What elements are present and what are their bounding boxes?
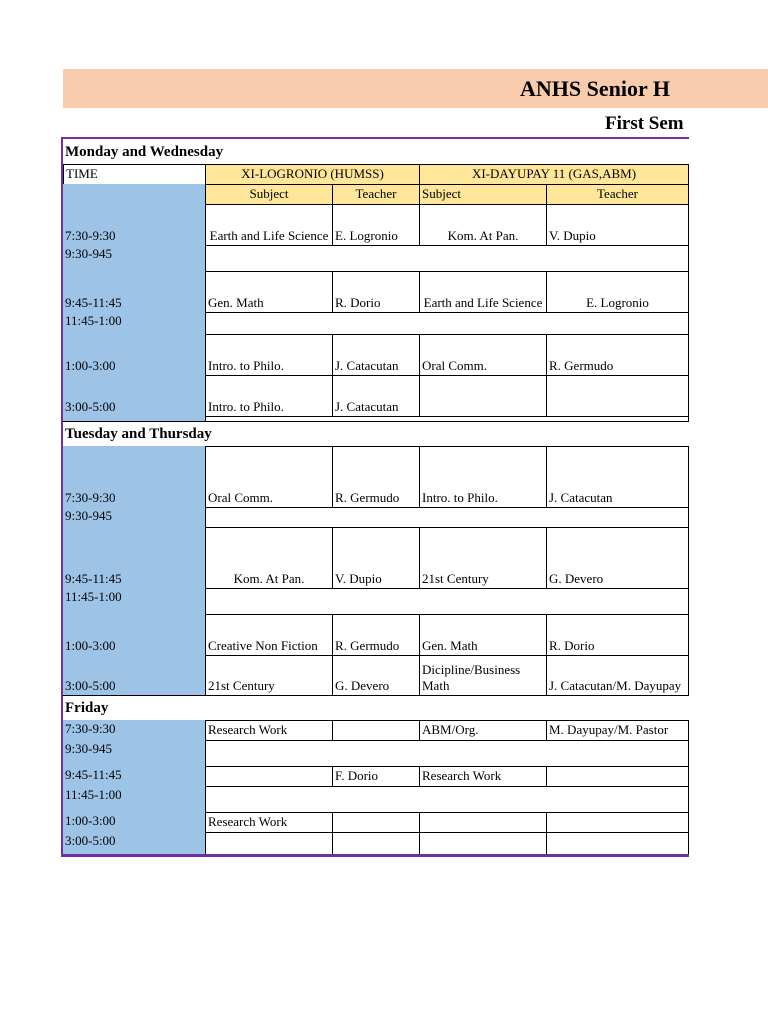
teacher-cell (546, 375, 689, 417)
time-slot: 1:00-3:00 (63, 614, 206, 656)
teacher-cell: V. Dupio (546, 204, 689, 246)
time-header-blank (63, 184, 206, 205)
time-slot: 7:30-9:30 (63, 446, 206, 508)
subject-cell (419, 375, 547, 417)
subject-cell: 21st Century (205, 655, 333, 696)
subject-cell: Oral Comm. (419, 334, 547, 376)
time-slot: 9:45-11:45 (63, 766, 206, 787)
teacher-cell: R. Dorio (546, 614, 689, 656)
time-slot: 1:00-3:00 (63, 812, 206, 833)
subject-cell: Intro. to Philo. (205, 375, 333, 417)
subject-cell: Dicipline/Business Math (419, 655, 547, 696)
break-row (205, 588, 689, 615)
teacher-cell (546, 832, 689, 855)
subject-cell: ABM/Org. (419, 720, 547, 741)
subject-header: Subject (205, 184, 333, 205)
subject-cell: Oral Comm. (205, 446, 333, 508)
teacher-header: Teacher (332, 184, 420, 205)
teacher-cell (332, 720, 420, 741)
break-row (205, 312, 689, 335)
day-heading-fri: Friday (65, 700, 109, 716)
time-slot: 7:30-9:30 (63, 204, 206, 246)
teacher-cell (546, 812, 689, 833)
subject-cell: Intro. to Philo. (419, 446, 547, 508)
subject-cell: Earth and Life Science (419, 271, 547, 313)
subject-header: Subject (419, 184, 547, 205)
subject-cell: Research Work (419, 766, 547, 787)
teacher-cell: R. Germudo (332, 614, 420, 656)
break-row (205, 507, 689, 528)
time-slot: 1:00-3:00 (63, 334, 206, 376)
time-slot: 9:45-11:45 (63, 527, 206, 589)
subject-cell: Research Work (205, 812, 333, 833)
teacher-cell: E. Logronio (332, 204, 420, 246)
subject-cell: Intro. to Philo. (205, 334, 333, 376)
day-heading-tt: Tuesday and Thursday (65, 426, 212, 442)
time-slot: 9:30-945 (63, 507, 206, 528)
subject-cell: 21st Century (419, 527, 547, 589)
teacher-cell (332, 832, 420, 855)
subject-cell: Research Work (205, 720, 333, 741)
spacer-row (63, 416, 206, 422)
teacher-cell: R. Germudo (332, 446, 420, 508)
time-slot: 3:00-5:00 (63, 375, 206, 417)
time-header: TIME (63, 164, 206, 185)
teacher-cell: R. Dorio (332, 271, 420, 313)
subject-cell (205, 766, 333, 787)
subject-cell: Creative Non Fiction (205, 614, 333, 656)
time-slot: 7:30-9:30 (63, 720, 206, 741)
teacher-cell (332, 812, 420, 833)
subject-cell: Kom. At Pan. (419, 204, 547, 246)
teacher-cell: E. Logronio (546, 271, 689, 313)
time-slot: 3:00-5:00 (63, 832, 206, 855)
teacher-cell: J. Catacutan (332, 334, 420, 376)
frame-bottom (61, 854, 689, 856)
subject-cell (205, 832, 333, 855)
teacher-cell: J. Catacutan/M. Dayupay (546, 655, 689, 696)
subject-cell (419, 812, 547, 833)
time-slot: 11:45-1:00 (63, 312, 206, 335)
section-header-dayupay: XI-DAYUPAY 11 (GAS,ABM) (419, 164, 689, 185)
time-slot: 11:45-1:00 (63, 786, 206, 813)
break-row (205, 786, 689, 813)
teacher-cell (546, 766, 689, 787)
teacher-cell: G. Devero (332, 655, 420, 696)
teacher-cell: V. Dupio (332, 527, 420, 589)
time-slot: 9:30-945 (63, 245, 206, 272)
teacher-cell: G. Devero (546, 527, 689, 589)
page-title: ANHS Senior H (520, 76, 670, 101)
frame-left (61, 137, 63, 857)
time-slot: 9:30-945 (63, 740, 206, 767)
teacher-cell: J. Catacutan (332, 375, 420, 417)
time-slot: 11:45-1:00 (63, 588, 206, 615)
subject-cell: Gen. Math (419, 614, 547, 656)
subject-cell: Kom. At Pan. (205, 527, 333, 589)
teacher-cell: M. Dayupay/M. Pastor (546, 720, 689, 741)
teacher-header: Teacher (546, 184, 689, 205)
break-row (205, 245, 689, 272)
teacher-cell: J. Catacutan (546, 446, 689, 508)
break-row (205, 740, 689, 767)
time-slot: 3:00-5:00 (63, 655, 206, 696)
page-subtitle: First Sem (605, 113, 684, 134)
frame-top (61, 137, 689, 139)
time-slot: 9:45-11:45 (63, 271, 206, 313)
subject-cell: Gen. Math (205, 271, 333, 313)
spacer-row (205, 416, 689, 422)
section-header-logronio: XI-LOGRONIO (HUMSS) (205, 164, 420, 185)
teacher-cell: R. Germudo (546, 334, 689, 376)
teacher-cell: F. Dorio (332, 766, 420, 787)
day-heading-mw: Monday and Wednesday (65, 144, 224, 160)
subject-cell (419, 832, 547, 855)
subject-cell: Earth and Life Science (205, 204, 333, 246)
